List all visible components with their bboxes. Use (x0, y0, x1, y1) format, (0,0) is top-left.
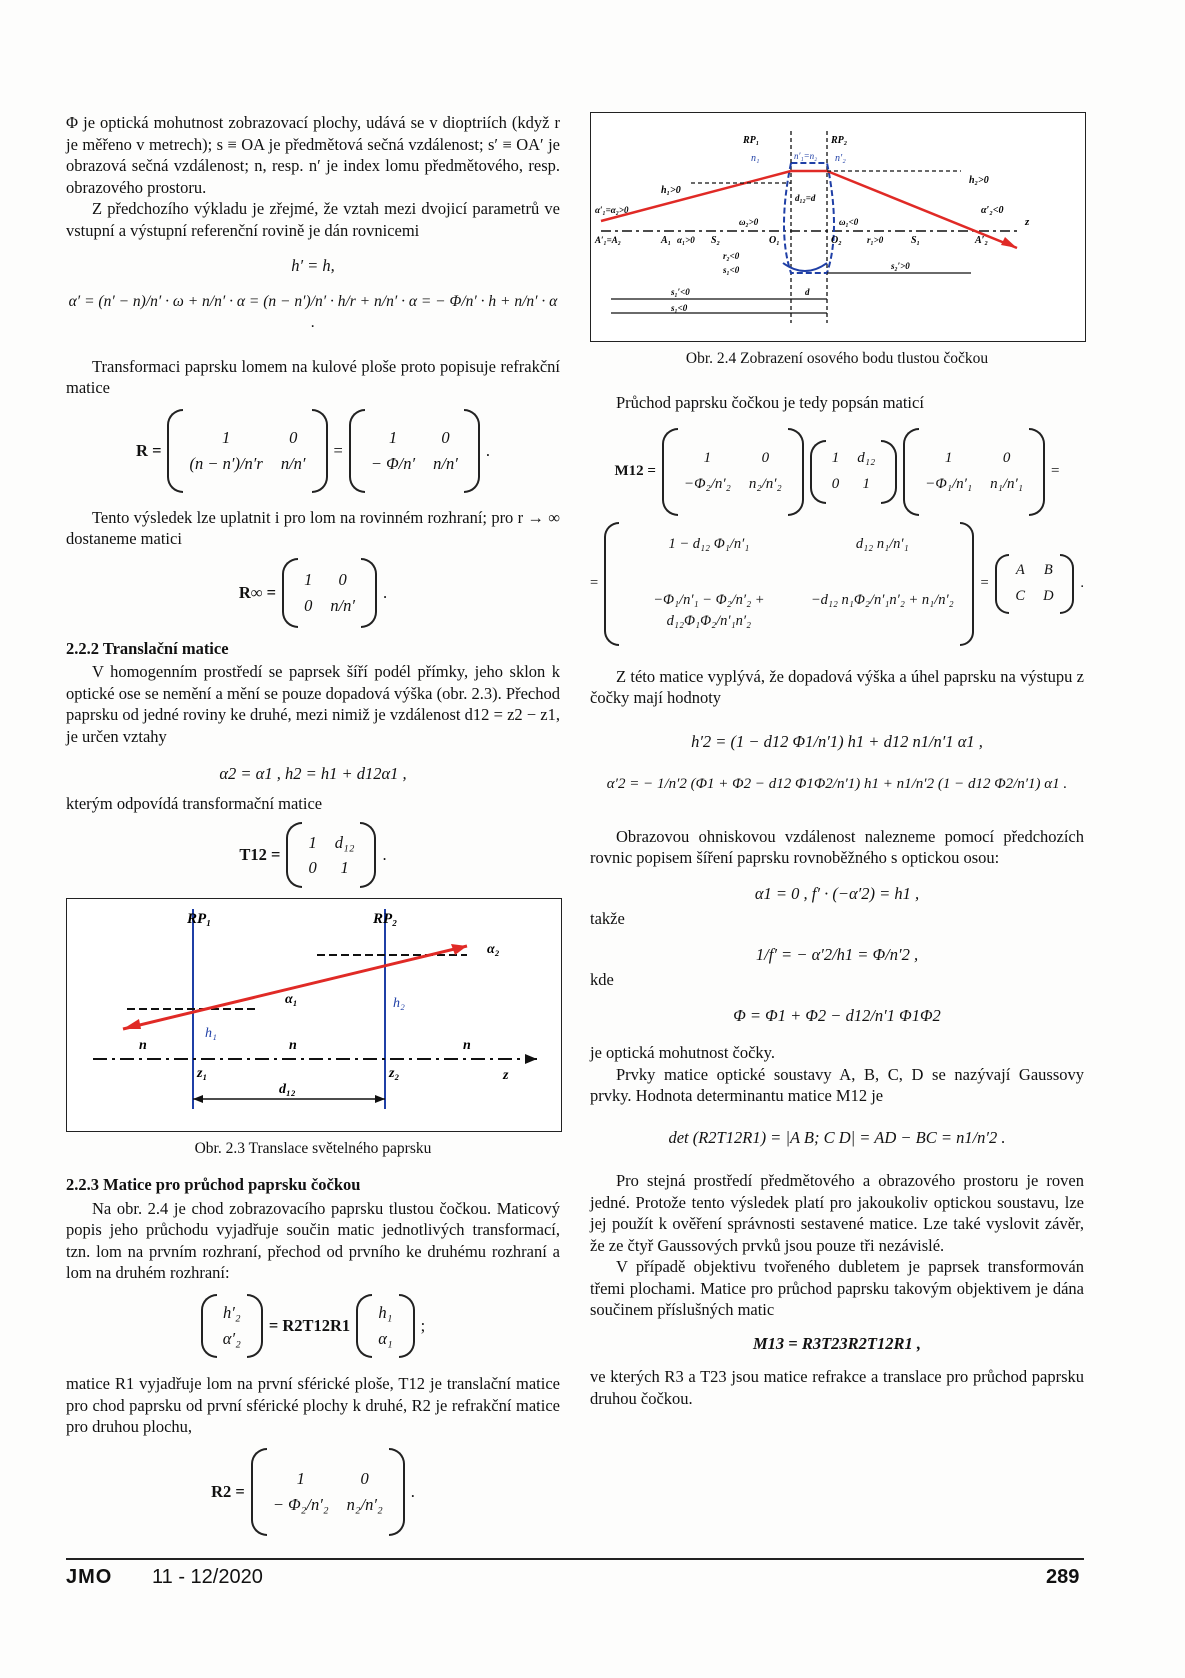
matrix-label: R2 = (211, 1481, 245, 1501)
matrix-label: T12 = (239, 845, 281, 865)
paragraph: V homogenním prostředí se paprsek šíří podél přímky, jeho sklon k optické ose se nemění a mění se pouze dopadová výška (obr. 2.3). Přechod paprsku od jedné roviny ke druhé, mezi nimiž je vzdálenost d12 = z2 − z1, je určen vztahy (66, 662, 560, 746)
paragraph: V případě objektivu tvořeného dubletem je paprsek transformován třemi plochami. Matice pro průchod paprsku takovým objektivem je dána součinem příslušných matic (590, 1257, 1084, 1319)
footer-rule (66, 1558, 1084, 1560)
fig-label: S₁ (911, 235, 921, 246)
paragraph: je optická mohutnost čočky. (590, 1043, 775, 1062)
fig-label: z (1025, 216, 1030, 228)
right-column (590, 392, 1084, 1409)
paragraph: Transformaci paprsku lomem na kulové ploše proto popisuje refrakční matice (66, 356, 560, 397)
section-heading: 2.2.2 Translační matice (66, 638, 229, 658)
matrix-label: M12 = (614, 462, 656, 479)
fig-label: RP₂ (831, 135, 848, 146)
fig-label: n′₁=n₂ (794, 151, 818, 161)
paragraph: Obrazovou ohniskovou vzdálenost nalezneme pomocí předchozích rovnic popisem šíření paprsku rovnoběžného s optickou osou: (590, 826, 1084, 867)
fig-label: n (139, 1038, 147, 1053)
equation: h′2 = (1 − d12 Φ1/n′1) h1 + d12 n1/n′1 α1 , (691, 731, 983, 751)
fig-label: n (463, 1038, 471, 1053)
equation-r2-matrix: R2 = 1 0 − Φ₂/n′₂ n₂/n′₂ . (66, 1448, 560, 1536)
fig-label: O₁ (769, 235, 780, 246)
figure-caption: Obr. 2.4 Zobrazení osového bodu tlustou čočkou (685, 350, 989, 367)
fig-label: s₁<0 (671, 303, 688, 313)
paragraph: ve kterých R3 a T23 jsou matice refrakce a translace pro průchod paprsku druhou čočkou. (590, 1367, 1084, 1408)
paragraph: Φ je optická mohutnost zobrazovací plochy, udává se v dioptriích (když r je měřeno v metrech); s ≡ OA je předmětová sečná vzdálenost; s′ ≡ OA′ je obrazová sečná vzdálenost; n, resp. n′ je index lomu předmětového, resp. obrazového prostoru. (66, 113, 560, 197)
fig-label: h₂ (393, 996, 405, 1011)
figure-caption: Obr. 2.3 Translace světelného paprsku (194, 1140, 432, 1157)
equation: Φ = Φ1 + Φ2 − d12/n′1 Φ1Φ2 (733, 1005, 941, 1025)
fig-label: z₂ (389, 1066, 400, 1081)
section-heading: 2.2.3 Matice pro průchod paprsku čočkou (66, 1175, 361, 1194)
equation-product: h′₂ α′₂ = R2T12R1 h₁ α₁ ; (66, 1294, 560, 1364)
paragraph: Prvky matice optické soustavy A, B, C, D se nazývají Gaussovy prvky. Hodnota determinantu matice M12 je (590, 1064, 1084, 1105)
fig-label: s₁′<0 (671, 287, 690, 297)
matrix-label: R∞ = (238, 582, 277, 602)
equation-m12-expanded: = 1 − d₁₂ Φ₁/n′₁ d₁₂ n₁/n′₁ −Φ₁/n′₁ − Φ₂/n′₂ + d₁₂Φ₁Φ₂/n′₁n′₂ −d₁₂ n₁Φ₂/n′₁n′₂ + n₁/n′₂ = A B C D . (590, 522, 1084, 646)
fig-label: RP₁ (743, 135, 760, 146)
equation: 1/f′ = − α′2/h1 = Φ/n′2 , (755, 944, 919, 964)
fig-label: A′₂ (975, 235, 988, 246)
equation: det (R2T12R1) = |A B; C D| = AD − BC = n1/n′2 . (668, 1127, 1006, 1147)
equation: α′ = (n′ − n)/n′ · ω + n/n′ · α = (n − n′)/n′ · h/r + n/n′ · α = − Φ/n′ · h + n/n′ · α . (68, 292, 558, 331)
fig-label: α₁>0 (677, 235, 695, 245)
fig-label: O₂ (831, 235, 842, 246)
page-number: 289 (1046, 1566, 1080, 1588)
figure-2-3 (66, 898, 562, 1132)
paragraph: Z této matice vyplývá, že dopadová výška a úhel paprsku na výstupu z čočky mají hodnoty (590, 666, 1084, 707)
fig-label: α′₂<0 (981, 205, 1004, 216)
issue-number: 11 - 12/2020 (152, 1566, 263, 1588)
matrix-label: R = (136, 440, 162, 460)
equation: M13 = R3T23R2T12R1 , (753, 1333, 921, 1353)
left-column (66, 112, 560, 896)
paragraph: matice R1 vyjadřuje lom na první sférické ploše, T12 je translační matice pro chod paprsku od první sférické plochy k druhé, R2 je refrakční matice pro druhou plochu, (66, 1374, 560, 1436)
paragraph: Z předchozího výkladu je zřejmé, že vztah mezi dvojicí parametrů ve vstupní a výstupní referenční rovině je dán rovnicemi (66, 199, 560, 240)
fig-label: d (805, 287, 810, 297)
fig-label: A′₁=A₂ (595, 235, 621, 245)
label-kde: kde (590, 970, 614, 989)
paragraph: Pro stejná prostředí předmětového a obrazového prostoru je roven jedné. Protože tento výsledek platí pro jakoukoliv optickou soustavu, lze jej použít k ověření správnosti sestavené matice. Lze také vyslovit závěr, že ze čtyř Gaussových prvků jsou pouze tři nezávislé. (590, 1171, 1084, 1255)
fig-label: n₁ (751, 153, 760, 164)
left-column-bottom (66, 1174, 560, 1546)
fig-label: ω₂>0 (739, 217, 759, 227)
fig-label: ω₁<0 (839, 217, 859, 227)
fig-label: RP₂ (373, 911, 398, 927)
equation: α2 = α1 , h2 = h1 + d12α1 , (219, 764, 407, 783)
fig-label: d₁₂ (279, 1082, 296, 1097)
fig-label: n′₂ (835, 153, 846, 164)
fig-label: h₂>0 (969, 175, 989, 186)
equation-translation-matrix: T12 = 1 d₁₂ 0 1 . (66, 822, 560, 888)
fig-label: s₁<0 (723, 265, 740, 275)
fig-label: RP₁ (187, 911, 212, 927)
fig-label: z₁ (197, 1066, 208, 1081)
fig-label: r₂<0 (723, 251, 740, 261)
equation: α′2 = − 1/n′2 (Φ1 + Φ2 − d12 Φ1Φ2/n′1) h1 + n1/n′2 (1 − d12 Φ2/n′1) α1 . (606, 776, 1068, 792)
equation: h′ = h, (291, 256, 335, 275)
fig-label: s₂′>0 (891, 261, 910, 271)
paragraph: Na obr. 2.4 je chod zobrazovacího paprsku tlustou čočkou. Maticový popis jeho průchodu vyjadřuje součin matic jednotlivých transformací, tzn. lom na prvním rozhraní, přechod od prvního ke druhému rozhraní a lom na druhém rozhraní: (66, 1198, 560, 1282)
fig-label: α′₁=α₂>0 (595, 205, 629, 215)
fig-label: A₁ (661, 235, 672, 246)
fig-label: α₂ (487, 942, 500, 957)
fig-label: α₁ (285, 992, 298, 1007)
label-takze: takže (590, 909, 625, 928)
equation-rinf: R∞ = 1 0 0 n/n′ . (66, 558, 560, 628)
figure-2-4 (590, 112, 1086, 342)
equation-refraction-matrix: R = 1 0 (n − n′)/n′r n/n′ = 1 0 − Φ/n′ n/n′ . (66, 409, 560, 493)
equation-m12: M12 = 1 0 −Φ₂/n′₂ n₂/n′₂ 1 d₁₂ 0 1 1 0 −Φ₁/n′₁ n₁/n′₁ = (590, 428, 1084, 516)
fig-label: r₁>0 (867, 235, 884, 245)
fig-label: d₁₂=d (795, 193, 816, 203)
fig-label: S₂ (711, 235, 721, 246)
equation: α1 = 0 , f′ · (−α′2) = h1 , (754, 883, 920, 903)
journal-logo: JMO (66, 1566, 113, 1588)
fig-label: n (289, 1038, 297, 1053)
paragraph: Tento výsledek lze uplatnit i pro lom na rovinném rozhraní; pro r → ∞ dostaneme matici (66, 507, 560, 548)
fig-label: h₁>0 (661, 185, 681, 196)
paragraph: Průchod paprsku čočkou je tedy popsán maticí (616, 393, 924, 412)
fig-label: h₁ (205, 1026, 217, 1041)
paragraph: kterým odpovídá transformační matice (66, 793, 323, 813)
fig-label: z (503, 1068, 509, 1083)
equation-product-text: = R2T12R1 (268, 1315, 351, 1335)
